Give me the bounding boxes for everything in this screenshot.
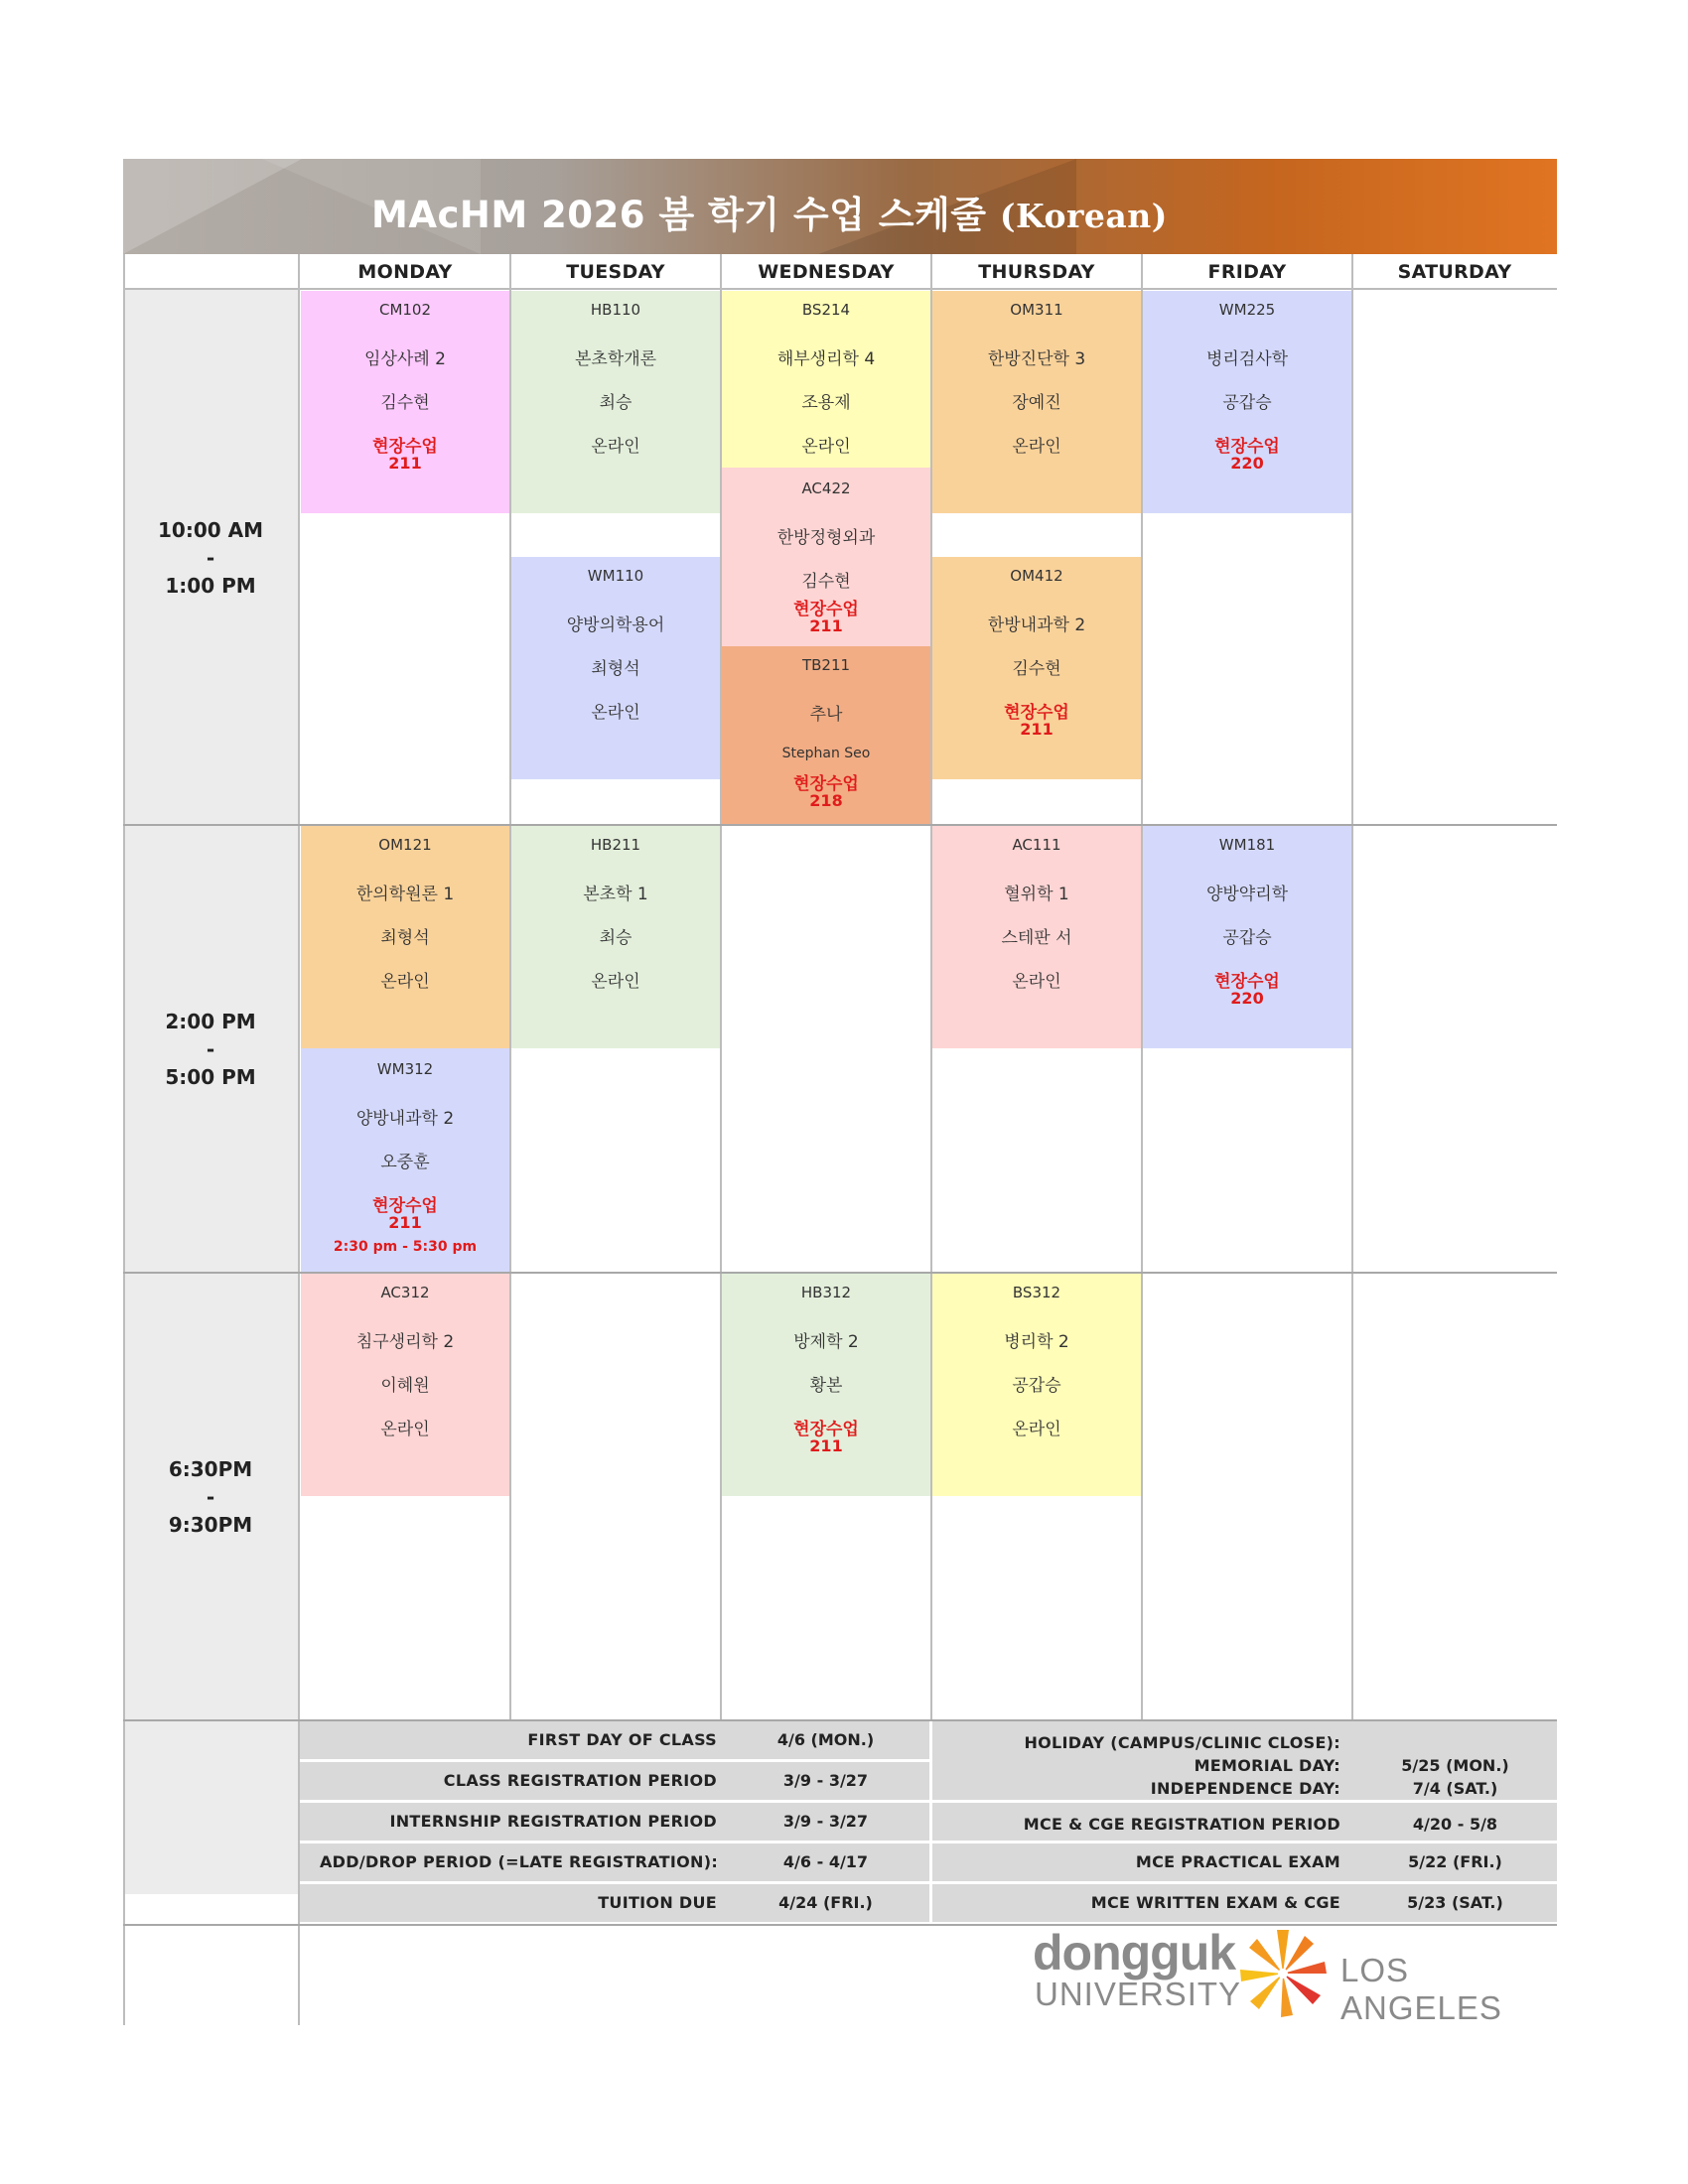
course-code: HB312: [800, 1284, 852, 1301]
course-instructor: 공갑승: [1012, 1376, 1061, 1396]
course-code: WM181: [1218, 836, 1276, 854]
course-code: AC111: [1012, 836, 1061, 854]
course-room: 220: [1230, 989, 1264, 1008]
course-room: 211: [809, 616, 843, 635]
footer-label: INDEPENDENCE DAY:: [1150, 1779, 1340, 1798]
time-slot-end: 9:30PM: [168, 1513, 253, 1537]
course-code: TB211: [801, 656, 851, 674]
grid-line: [123, 824, 1557, 826]
course-mode: 온라인: [591, 972, 640, 992]
course-name: 침구생리학 2: [355, 1332, 455, 1352]
page-title: [371, 185, 1168, 238]
course-code: AC422: [801, 479, 851, 497]
time-slot-sep: -: [206, 1485, 215, 1509]
course-name: 본초학 1: [583, 885, 648, 904]
course-mode: 온라인: [1012, 1420, 1061, 1439]
course-code: AC312: [380, 1284, 430, 1301]
time-slot-start: 10:00 AM: [157, 518, 263, 542]
course-room: 211: [809, 1436, 843, 1455]
course-mode: 온라인: [591, 437, 640, 457]
footer-value: 3/9 - 3/27: [782, 1812, 869, 1831]
course-block-om311[interactable]: [932, 291, 1141, 513]
footer-value: 4/6 (MON.): [776, 1730, 875, 1749]
footer-label: HOLIDAY (CAMPUS/CLINIC CLOSE):: [1024, 1733, 1340, 1752]
footer-value: 5/25 (MON.): [1401, 1756, 1509, 1775]
footer-label: CLASS REGISTRATION PERIOD: [443, 1771, 717, 1790]
course-mode: 온라인: [1012, 437, 1061, 457]
course-block-hb312[interactable]: [722, 1274, 930, 1496]
course-onsite: 현장수업: [1214, 972, 1280, 992]
dongguk-logo: [1033, 1924, 1559, 2026]
course-code: WM312: [376, 1060, 434, 1078]
course-block-hb110[interactable]: [511, 291, 720, 513]
course-mode: 온라인: [1012, 972, 1061, 992]
footer-value: 7/4 (SAT.): [1412, 1779, 1498, 1798]
header-blank: [123, 254, 300, 290]
course-instructor: 오중훈: [380, 1153, 430, 1172]
time-slot-start: 2:00 PM: [165, 1010, 256, 1033]
course-room: 211: [1020, 720, 1054, 739]
footer-label: TUITION DUE: [598, 1893, 717, 1912]
footer-label: MCE WRITTEN EXAM & CGE: [1090, 1893, 1340, 1912]
day-header-thursday: THURSDAY: [931, 254, 1142, 290]
course-instructor: 김수현: [380, 393, 430, 413]
footer-row: [932, 1843, 1557, 1881]
course-name: 양방약리학: [1205, 885, 1289, 904]
course-name: 임상사례 2: [364, 349, 446, 369]
day-header-wednesday: WEDNESDAY: [721, 254, 931, 290]
footer-row: [300, 1721, 929, 1759]
course-instructor: 김수현: [801, 572, 851, 592]
course-instructor: Stephan Seo: [781, 746, 871, 761]
grid-line: [123, 1272, 1557, 1274]
footer-label: ADD/DROP PERIOD (=LATE REGISTRATION):: [320, 1852, 719, 1871]
footer-value: 3/9 - 3/27: [782, 1771, 869, 1790]
page-title-main: MAcHM 2026 봄 학기 수업 스케줄: [371, 194, 987, 236]
course-code: HB110: [590, 301, 641, 319]
footer-label: MCE PRACTICAL EXAM: [1135, 1852, 1340, 1871]
course-instructor: 최형석: [380, 928, 430, 948]
course-onsite: 현장수업: [793, 774, 859, 794]
course-code: BS214: [801, 301, 851, 319]
course-name: 양방의학용어: [566, 615, 665, 635]
course-room: 211: [388, 454, 422, 473]
course-code: WM110: [587, 567, 644, 585]
course-instructor: 김수현: [1012, 659, 1061, 679]
course-onsite: 현장수업: [793, 600, 859, 619]
grid-line: [123, 254, 125, 2025]
footer-value: 4/6 - 4/17: [782, 1852, 869, 1871]
grid-line: [509, 254, 511, 1894]
course-name: 본초학개론: [574, 349, 657, 369]
footer-label: FIRST DAY OF CLASS: [527, 1730, 717, 1749]
time-slot-start: 6:30PM: [168, 1457, 253, 1481]
course-code: BS312: [1012, 1284, 1061, 1301]
course-mode: 온라인: [380, 1420, 430, 1439]
footer-label: INTERNSHIP REGISTRATION PERIOD: [389, 1812, 717, 1831]
logo-sub: UNIVERSITY: [1035, 1976, 1242, 2012]
course-instructor: 최형석: [591, 659, 640, 679]
time-slot-sep: -: [206, 546, 215, 570]
course-instructor: 조용제: [801, 393, 851, 413]
time-slot-end: 1:00 PM: [165, 574, 256, 598]
day-header-saturday: SATURDAY: [1352, 254, 1557, 290]
course-name: 한의학원론 1: [355, 885, 455, 904]
footer-row: [300, 1803, 929, 1841]
logo-brand: dongguk: [1033, 1925, 1236, 1980]
course-room: 220: [1230, 454, 1264, 473]
course-name: 양방내과학 2: [355, 1109, 455, 1129]
course-name: 혈위학 1: [1004, 885, 1069, 904]
course-mode: 온라인: [801, 437, 851, 457]
course-code: WM225: [1218, 301, 1276, 319]
course-name: 한방진단학 3: [987, 349, 1086, 369]
course-block-ac312[interactable]: [301, 1274, 509, 1496]
day-header-monday: MONDAY: [300, 254, 510, 290]
course-code: OM412: [1010, 567, 1063, 585]
day-header-tuesday: TUESDAY: [510, 254, 721, 290]
course-onsite: 현장수업: [793, 1420, 859, 1439]
course-mode: 온라인: [591, 703, 640, 723]
course-name: 한방정형외과: [776, 528, 876, 548]
day-header-friday: FRIDAY: [1142, 254, 1352, 290]
course-block-bs312[interactable]: [932, 1274, 1141, 1496]
course-block-wm110[interactable]: [511, 557, 720, 779]
course-block-cm102[interactable]: [301, 291, 509, 513]
course-block-om121[interactable]: [301, 826, 509, 1048]
footer-value: 4/20 - 5/8: [1412, 1815, 1498, 1834]
footer-row: [932, 1884, 1557, 1922]
title-banner: [123, 159, 1557, 254]
course-name: 방제학 2: [793, 1332, 859, 1352]
course-name: 해부생리학 4: [776, 349, 876, 369]
course-block-ac111[interactable]: [932, 826, 1141, 1048]
course-block-hb211[interactable]: [511, 826, 720, 1048]
course-name: 병리검사학: [1205, 349, 1289, 369]
course-instructor: 최승: [599, 393, 633, 413]
footer-value: 5/23 (SAT.): [1407, 1893, 1503, 1912]
course-onsite: 현장수업: [372, 437, 438, 457]
time-slot-sep: -: [206, 1037, 215, 1061]
footer-label: MEMORIAL DAY:: [1194, 1756, 1340, 1775]
footer-row: [300, 1762, 929, 1800]
course-onsite: 현장수업: [1214, 437, 1280, 457]
course-block-ac422[interactable]: [722, 468, 930, 646]
course-block-wm181[interactable]: [1143, 826, 1351, 1048]
footer-row: [932, 1803, 1557, 1841]
course-block-bs214[interactable]: [722, 291, 930, 468]
course-block-wm312[interactable]: [301, 1048, 509, 1272]
grid-line: [930, 254, 932, 1894]
course-name: 병리학 2: [1004, 1332, 1069, 1352]
course-name: 추나: [809, 705, 843, 725]
footer-row: [300, 1884, 929, 1922]
course-block-om412[interactable]: [932, 557, 1141, 779]
course-code: HB211: [590, 836, 641, 854]
course-instructor: 최승: [599, 928, 633, 948]
course-instructor: 장예진: [1012, 393, 1061, 413]
course-instructor: 공갑승: [1222, 928, 1272, 948]
footer-row: [300, 1843, 929, 1881]
course-time-note: 2:30 pm - 5:30 pm: [333, 1239, 478, 1255]
course-instructor: 공갑승: [1222, 393, 1272, 413]
course-room: 211: [388, 1213, 422, 1232]
course-block-wm225[interactable]: [1143, 291, 1351, 513]
course-onsite: 현장수업: [372, 1196, 438, 1216]
course-instructor: 황본: [809, 1376, 843, 1396]
page-title-suffix: (Korean): [999, 197, 1168, 235]
course-name: 한방내과학 2: [987, 615, 1086, 635]
course-instructor: 이혜원: [380, 1376, 430, 1396]
course-code: OM311: [1010, 301, 1063, 319]
course-block-tb211[interactable]: [722, 646, 930, 824]
course-instructor: 스테판 서: [1001, 928, 1072, 948]
course-mode: 온라인: [380, 972, 430, 992]
footer-label: MCE & CGE REGISTRATION PERIOD: [1023, 1815, 1340, 1834]
course-code: OM121: [378, 836, 432, 854]
course-onsite: 현장수업: [1004, 703, 1069, 723]
logo-campus: LOS ANGELES: [1340, 1952, 1502, 2026]
course-room: 218: [809, 791, 843, 810]
lotus-mark-icon: [1229, 1924, 1336, 2019]
time-slot-end: 5:00 PM: [165, 1065, 256, 1089]
footer-row-holiday: [932, 1721, 1557, 1800]
course-code: CM102: [378, 301, 432, 319]
footer-value: 4/24 (FRI.): [778, 1893, 873, 1912]
footer-value: 5/22 (FRI.): [1408, 1852, 1502, 1871]
